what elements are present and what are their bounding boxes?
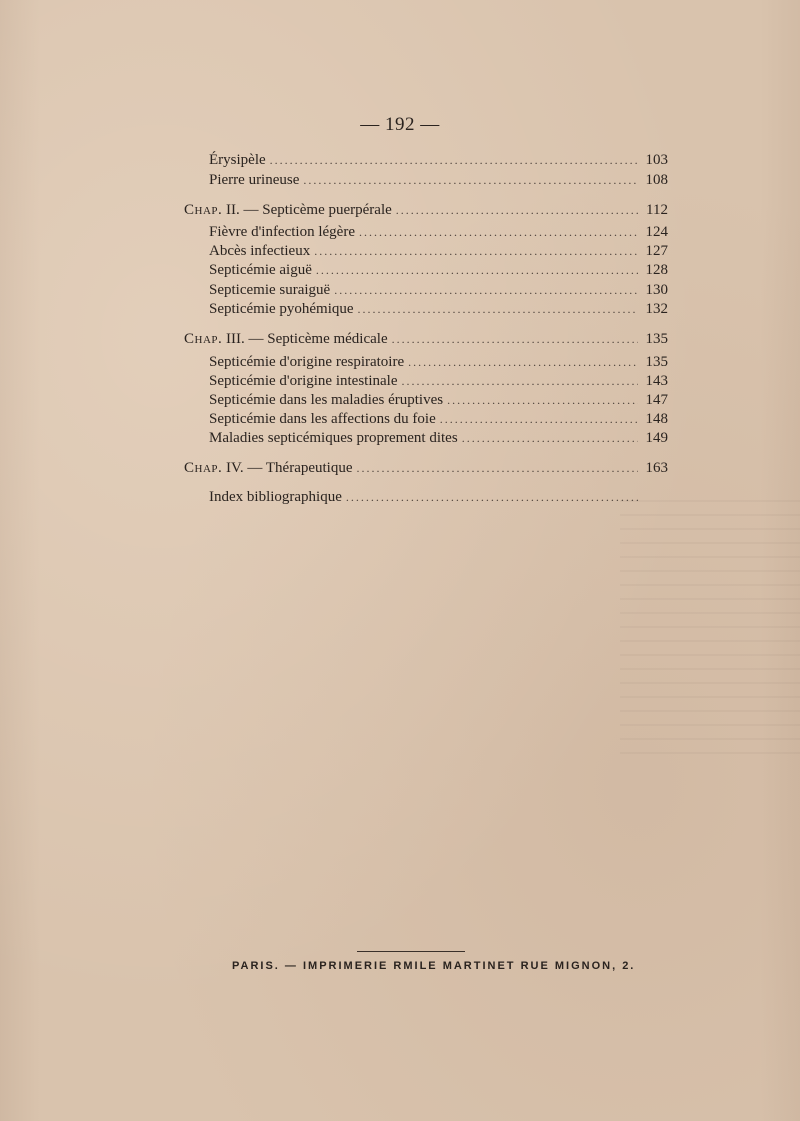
- toc-entry-label: [209, 170, 299, 190]
- toc-entry-title: Septicemie suraiguë: [209, 282, 331, 298]
- toc-entry-title: Septicémie dans les maladies éruptives: [209, 392, 444, 408]
- chapter-prefix: Chap.: [184, 202, 223, 218]
- page-number: — 192 —: [360, 114, 440, 135]
- toc-entry-page: 128: [645, 262, 668, 278]
- toc-entry-label: [209, 241, 310, 261]
- show-through-shadow: [620, 500, 800, 760]
- dot-leader: [357, 458, 638, 478]
- toc-entry: [209, 409, 668, 429]
- toc-entry-label: [209, 487, 342, 507]
- toc-entry-title: Maladies septicémiques proprement dites: [209, 430, 458, 446]
- toc-entry: [209, 352, 668, 372]
- toc-chapter-entry: [184, 200, 668, 220]
- toc-entry-label: [209, 390, 443, 410]
- toc-entry-page: 112: [646, 202, 668, 218]
- toc-entry-title: III. — Septicème médicale: [226, 331, 388, 347]
- toc-entry-page: 103: [645, 152, 668, 168]
- toc-entry-page: 132: [645, 301, 668, 317]
- toc-entry: [209, 299, 668, 319]
- toc-entry-page: 124: [645, 224, 668, 240]
- toc-entry-page: 147: [645, 392, 668, 408]
- printer-imprint: PARIS. — IMPRIMERIE RMILE MARTINET RUE MIGNON, 2.: [232, 960, 636, 972]
- toc-entry-label: [209, 371, 397, 391]
- toc-entry-page: 149: [645, 430, 668, 446]
- dot-leader: [401, 371, 638, 391]
- toc-entry: [209, 428, 668, 448]
- dot-leader: [392, 329, 638, 349]
- toc-entry: [209, 280, 668, 300]
- dot-leader: [334, 280, 638, 300]
- toc-entry-page: 143: [645, 373, 668, 389]
- toc-entry-title: Septicémie dans les affections du foie: [209, 411, 436, 427]
- toc-entry-label: [209, 280, 330, 300]
- toc-entry-title: Septicémie d'origine respiratoire: [209, 354, 405, 370]
- toc-entry-label: [184, 329, 388, 349]
- dot-leader: [359, 222, 638, 242]
- dot-leader: [303, 170, 638, 190]
- toc-entry-label: [184, 458, 353, 478]
- dot-leader: [346, 487, 638, 507]
- toc-entry-title: Érysipèle: [209, 152, 266, 168]
- toc-entry-label: [209, 352, 404, 372]
- toc-entry-title: Fièvre d'infection légère: [209, 224, 355, 240]
- toc-chapter-entry: [184, 458, 668, 478]
- toc-entry-label: [209, 222, 355, 242]
- dot-leader: [396, 200, 638, 220]
- toc-entry-page: 135: [645, 354, 668, 370]
- chapter-prefix: Chap.: [184, 460, 223, 476]
- toc-entry-title: IV. — Thérapeutique: [226, 460, 353, 476]
- dot-leader: [314, 241, 638, 261]
- toc-entry-page: 127: [645, 243, 668, 259]
- toc-entry-title: Pierre urineuse: [209, 172, 300, 188]
- toc-entry: [209, 150, 668, 170]
- dot-leader: [440, 409, 638, 429]
- toc-entry-title: Septicémie pyohémique: [209, 301, 354, 317]
- imprint-rule: [357, 951, 465, 952]
- toc-entry-page: 135: [645, 331, 668, 347]
- toc-chapter-entry: [184, 329, 668, 349]
- toc-entry: [209, 371, 668, 391]
- dot-leader: [316, 260, 638, 280]
- toc-entry: [209, 241, 668, 261]
- dot-leader: [270, 150, 638, 170]
- toc-entry: [209, 222, 668, 242]
- dot-leader: [408, 352, 638, 372]
- toc-entry-title: Septicémie d'origine intestinale: [209, 373, 398, 389]
- dot-leader: [447, 390, 638, 410]
- toc-entry-title: Abcès infectieux: [209, 243, 311, 259]
- chapter-prefix: Chap.: [184, 331, 223, 347]
- toc-entry: [209, 170, 668, 190]
- toc-entry-label: [209, 150, 266, 170]
- toc-entry-page: 130: [645, 282, 668, 298]
- toc-entry-label: [184, 200, 392, 220]
- toc-entry-label: [209, 299, 354, 319]
- dot-leader: [358, 299, 638, 319]
- toc-entry-label: [209, 409, 436, 429]
- toc-entry-label: [209, 428, 458, 448]
- toc-entry-label: [209, 260, 312, 280]
- toc-entry: [209, 487, 668, 507]
- toc-entry-title: Septicémie aiguë: [209, 262, 312, 278]
- toc-entry-title: II. — Septicème puerpérale: [226, 202, 392, 218]
- toc-entry-page: 108: [645, 172, 668, 188]
- dot-leader: [462, 428, 638, 448]
- toc-entry: [209, 390, 668, 410]
- toc-entry: [209, 260, 668, 280]
- toc-entry-page: 148: [645, 411, 668, 427]
- toc-entry-title: Index bibliographique: [209, 489, 342, 505]
- toc-entry-page: 163: [645, 460, 668, 476]
